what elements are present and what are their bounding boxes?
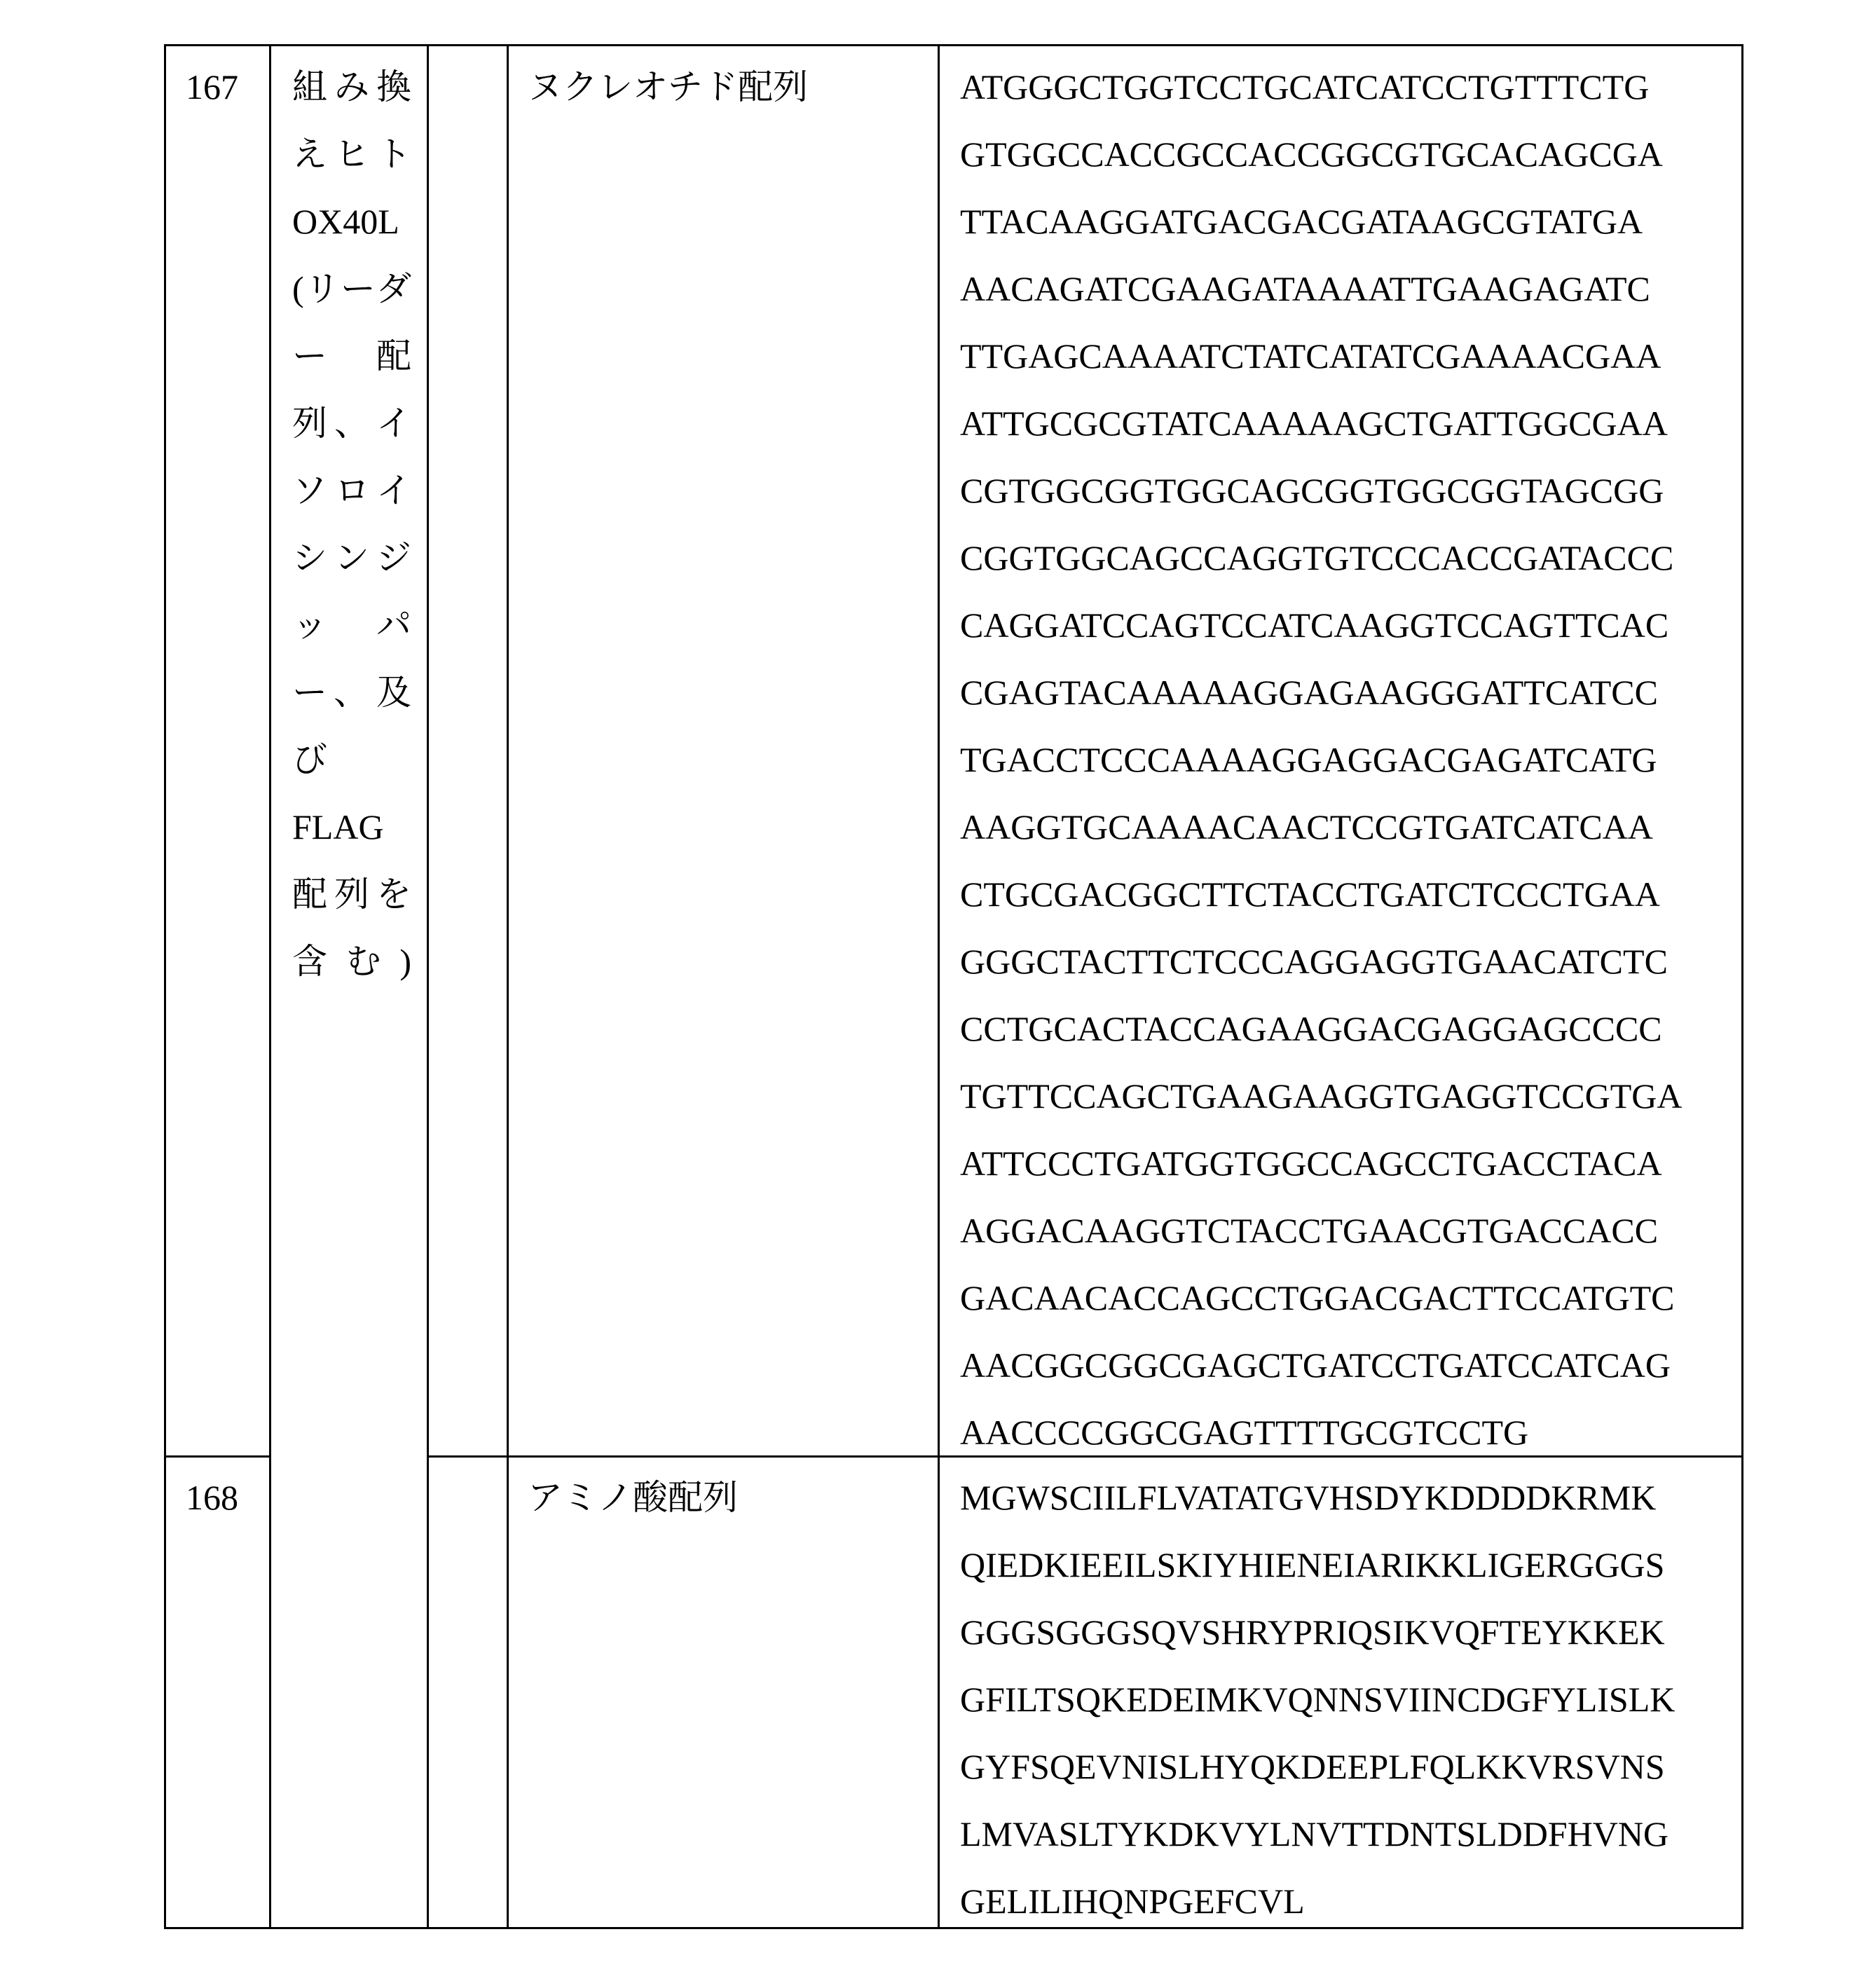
sequence-line: TGACCTCCCAAAAGGAGGACGAGATCATG (960, 726, 1683, 793)
sequence-line: ATGGGCTGGTCCTGCATCATCCTGTTTCTG (960, 53, 1683, 121)
description-line: FLAG (292, 793, 411, 861)
description-line: えヒト (292, 121, 411, 188)
sequence-line: CGTGGCGGTGGCAGCGGTGGCGGTAGCGG (960, 457, 1683, 524)
description-line: OX40L (292, 188, 411, 255)
column-divider (938, 46, 940, 1927)
sequence-id: 167 (186, 53, 238, 121)
nucleotide-sequence (960, 53, 1683, 1466)
amino-acid-sequence (960, 1464, 1675, 1935)
sequence-line: CGAGTACAAAAAGGAGAAGGGATTCATCC (960, 659, 1683, 726)
sequence-line: GFILTSQKEDEIMKVQNNSVIINCDGFYLISLK (960, 1666, 1675, 1733)
sequence-line: ATTCCCTGATGGTGGCCAGCCTGACCTACA (960, 1130, 1683, 1197)
sequence-line: AACCCCGGCGAGTTTTGCGTCCTG (960, 1399, 1683, 1466)
sequence-line: GGGSGGGSQVSHRYPRIQSIKVQFTEYKKEK (960, 1598, 1675, 1666)
description-line: シンジ (292, 524, 411, 591)
sequence-line: QIEDKIEEILSKIYHIENEIARIKKLIGERGGGS (960, 1531, 1675, 1598)
description-line: ー 配 (292, 322, 411, 390)
sequence-line: MGWSCIILFLVATATGVHSDYKDDDDKRMK (960, 1464, 1675, 1531)
sequence-line: AACAGATCGAAGATAAAATTGAAGAGATC (960, 255, 1683, 322)
description-line: 配列を (292, 861, 411, 928)
sequence-line: CAGGATCCAGTCCATCAAGGTCCAGTTCAC (960, 591, 1683, 659)
sequence-line: AACGGCGGCGAGCTGATCCTGATCCATCAG (960, 1331, 1683, 1399)
description-line: び (292, 726, 411, 793)
sequence-line: CCTGCACTACCAGAAGGACGAGGAGCCCC (960, 995, 1683, 1062)
sequence-line: GELILIHQNPGEFCVL (960, 1867, 1675, 1935)
sequence-line: LMVASLTYKDKVYLNVTTDNTSLDDFHVNG (960, 1800, 1675, 1867)
sequence-line: ATTGCGCGTATCAAAAAGCTGATTGGCGAA (960, 390, 1683, 457)
sequence-type: ヌクレオチド配列 (528, 53, 808, 121)
column-divider (507, 46, 509, 1927)
description-line: (リーダ (292, 255, 411, 322)
description-line: 含む) (292, 928, 411, 995)
sequence-line: TGTTCCAGCTGAAGAAGGTGAGGTCCGTGA (960, 1062, 1683, 1130)
sequence-line: AGGACAAGGTCTACCTGAACGTGACCACC (960, 1197, 1683, 1264)
column-divider (269, 46, 271, 1927)
sequence-line: GYFSQEVNISLHYQKDEEPLFQLKKVRSVNS (960, 1733, 1675, 1800)
sequence-line: TTACAAGGATGACGACGATAAGCGTATGA (960, 188, 1683, 255)
description-line: ー、及 (292, 659, 411, 726)
sequence-line: CGGTGGCAGCCAGGTGTCCCACCGATACCC (960, 524, 1683, 591)
column-divider (427, 46, 429, 1927)
description-line: 列、イ (292, 390, 411, 457)
description-line: ッ パ (292, 591, 411, 659)
sequence-line: GTGGCCACCGCCACCGGCGTGCACAGCGA (960, 121, 1683, 188)
sequence-line: AAGGTGCAAAACAACTCCGTGATCATCAA (960, 793, 1683, 861)
sequence-id: 168 (186, 1464, 238, 1531)
sequence-type: アミノ酸配列 (528, 1464, 738, 1531)
description-line: 組み換 (292, 53, 411, 121)
sequence-line: GGGCTACTTCTCCCAGGAGGTGAACATCTC (960, 928, 1683, 995)
row-divider (166, 1455, 269, 1458)
description-line: ソロイ (292, 457, 411, 524)
sequence-line: GACAACACCAGCCTGGACGACTTCCATGTC (960, 1264, 1683, 1331)
sequence-table (164, 44, 1743, 1929)
sequence-description (292, 53, 411, 995)
sequence-line: TTGAGCAAAATCTATCATATCGAAAACGAA (960, 322, 1683, 390)
sequence-line: CTGCGACGGCTTCTACCTGATCTCCCTGAA (960, 861, 1683, 928)
